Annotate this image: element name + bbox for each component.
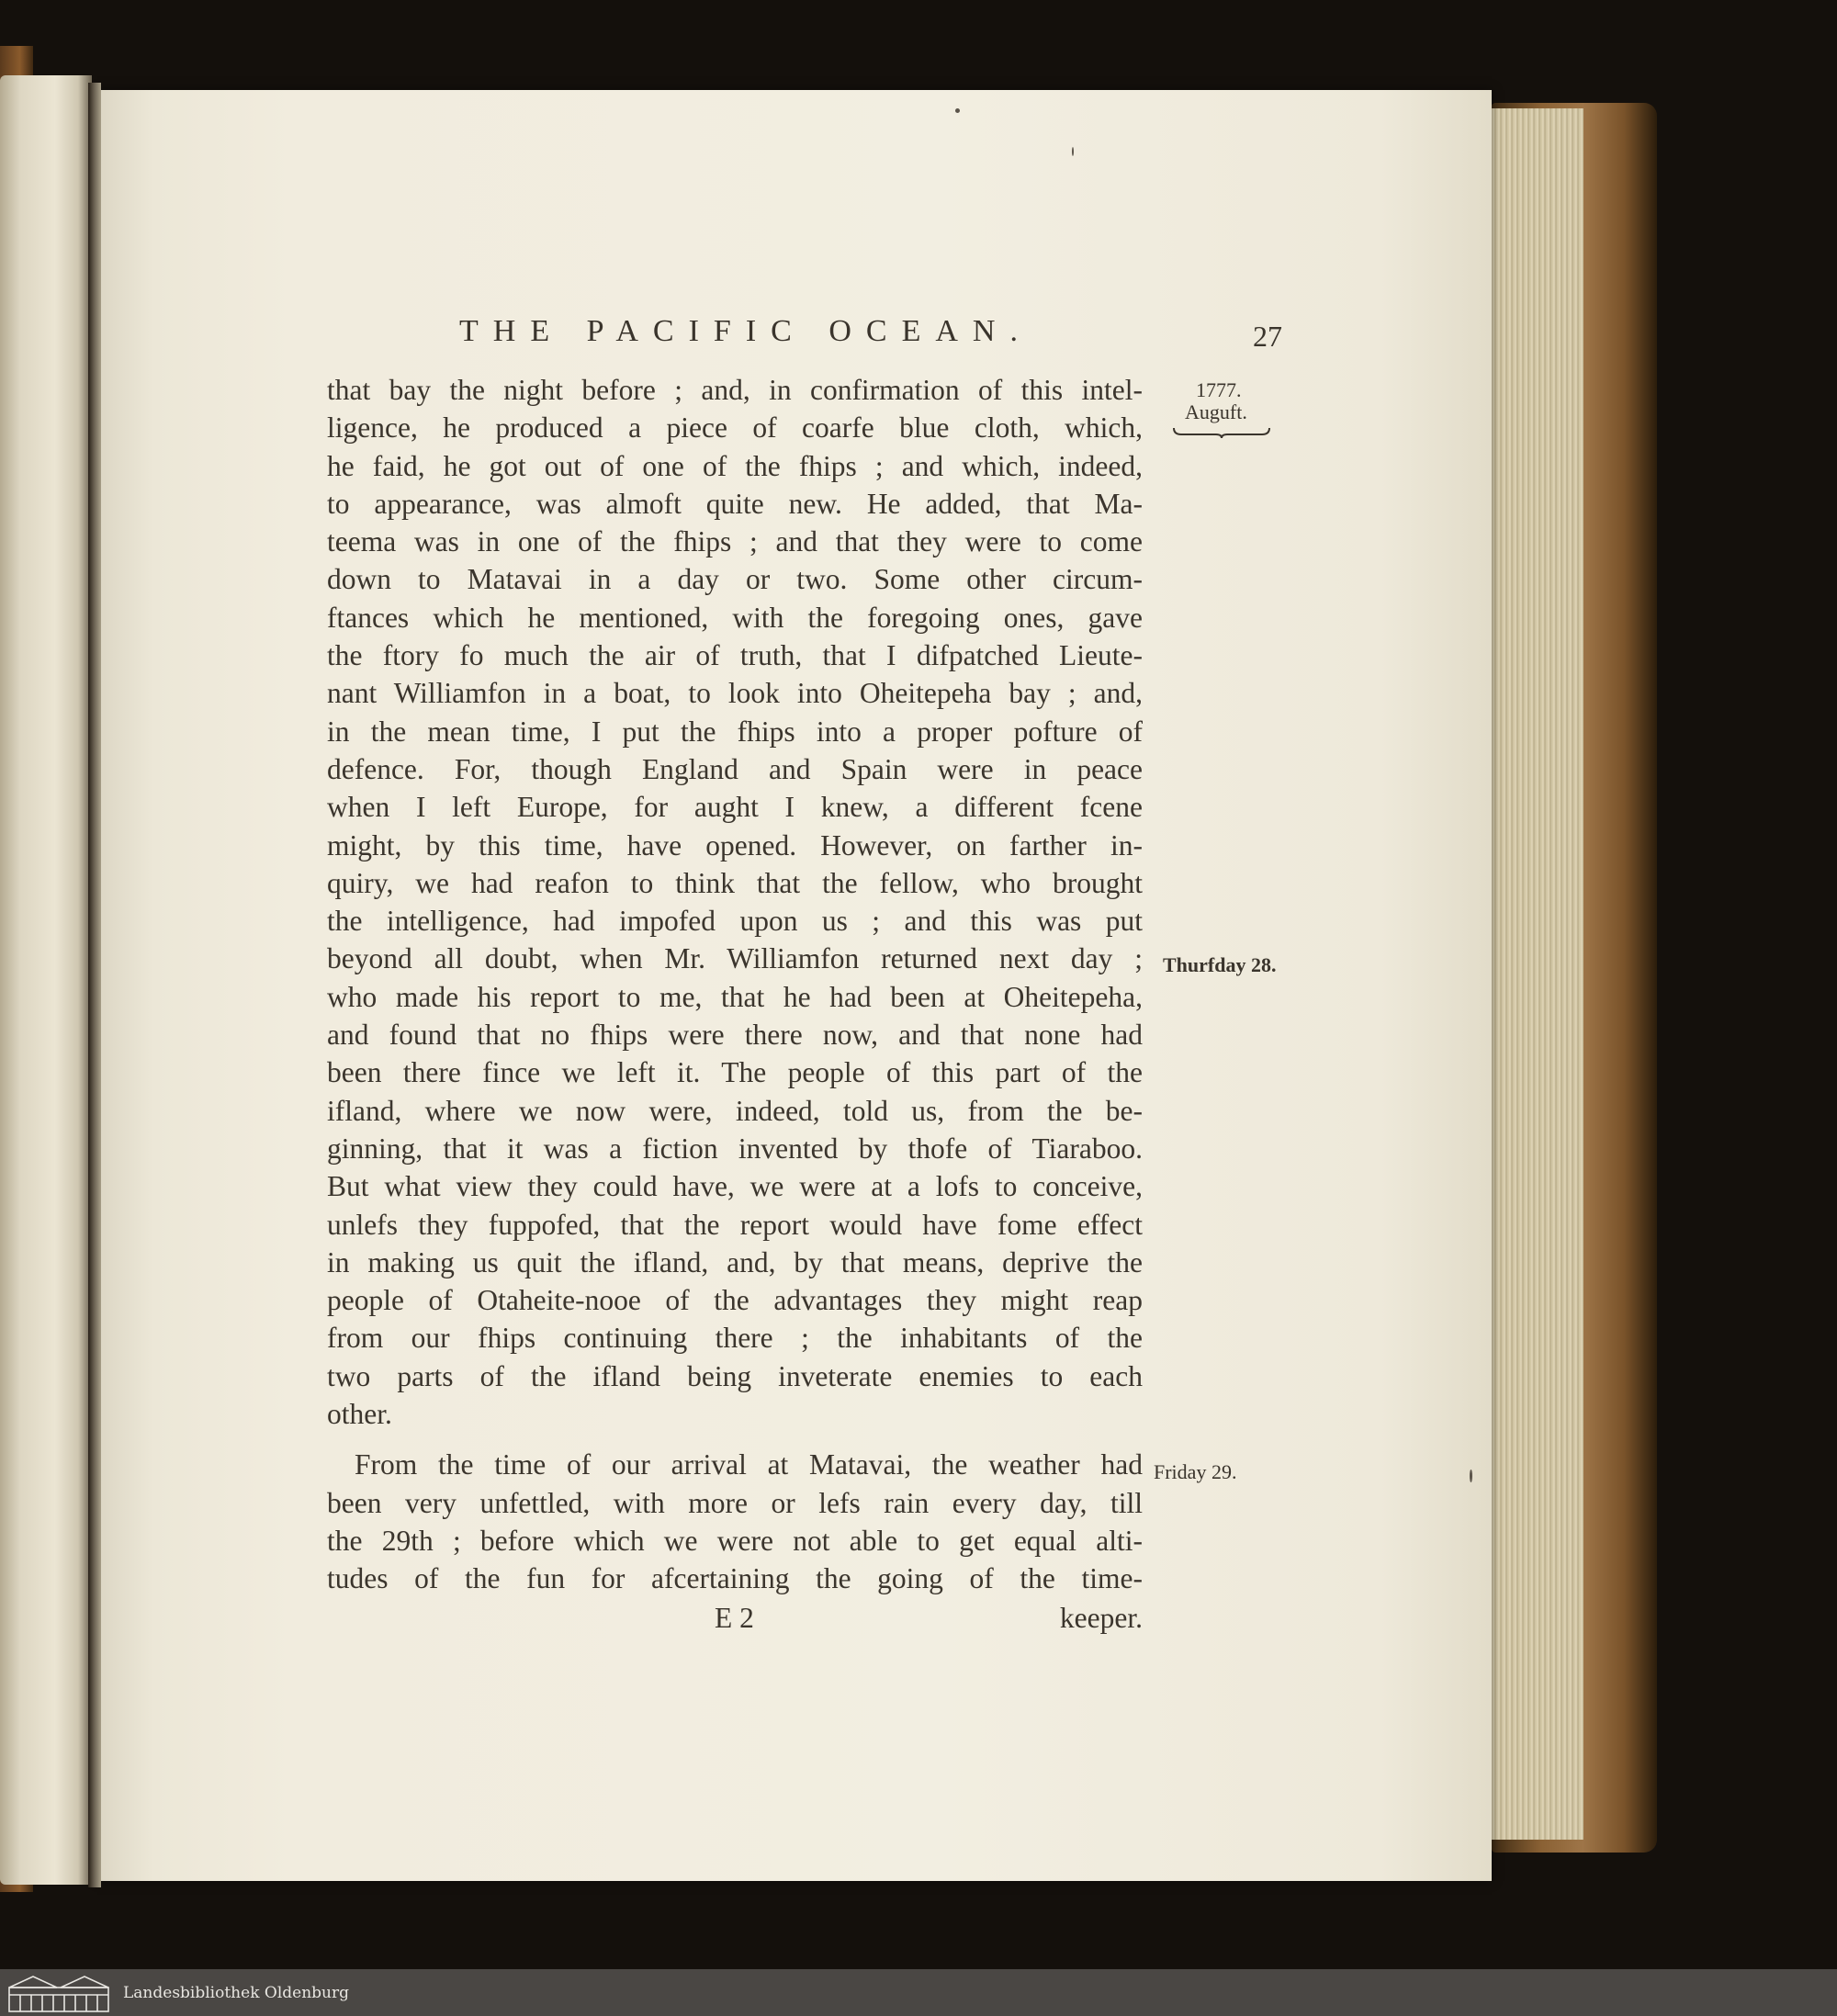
running-head: THE PACIFIC OCEAN. <box>459 314 1032 348</box>
text-line: might, by this time, have opened. However, on farther in- <box>327 828 1143 862</box>
library-footer-bar <box>0 1969 1837 2016</box>
text-line: when I left Europe, for aught I knew, a different fcene <box>327 791 1143 824</box>
previous-page-edge <box>0 75 92 1885</box>
margin-note-year: 1777. <box>1196 378 1242 401</box>
text-line: in the mean time, I put the fhips into a proper pofture of <box>327 715 1143 748</box>
text-line: beyond all doubt, when Mr. Williamfon returned next day ; <box>327 942 1143 975</box>
page-block-edge <box>1492 108 1583 1840</box>
text-line: But what view they could have, we were at a lofs to conceive, <box>327 1170 1143 1203</box>
margin-brace <box>1172 426 1271 439</box>
book-gutter <box>88 83 101 1887</box>
text-line: and found that no fhips were there now, and that none had <box>327 1019 1143 1052</box>
text-line: from our fhips continuing there ; the inhabitants of the <box>327 1322 1143 1355</box>
library-name: Landesbibliothek Oldenburg <box>123 1983 350 2002</box>
text-line: to appearance, was almoft quite new. He added, that Ma- <box>327 487 1143 520</box>
catchword: keeper. <box>1059 1602 1143 1634</box>
paper-speck <box>1470 1470 1472 1482</box>
text-line: defence. For, though England and Spain were in peace <box>327 752 1143 785</box>
text-line: been very unfettled, with more or lefs rain every day, till <box>327 1486 1143 1519</box>
margin-note-month: Auguft. <box>1185 400 1247 423</box>
text-line: people of Otaheite-nooe of the advantages they might reap <box>327 1284 1143 1317</box>
text-line: other. <box>327 1398 392 1431</box>
text-line: the intelligence, had impofed upon us ; and this was put <box>327 905 1143 938</box>
text-line: ftances which he mentioned, with the foregoing ones, gave <box>327 601 1143 634</box>
text-line: down to Matavai in a day or two. Some other circum- <box>327 563 1143 596</box>
page-foot <box>327 1602 1143 1639</box>
paper-speck <box>1072 147 1074 156</box>
body-text <box>327 371 1143 1598</box>
text-line: tudes of the fun for afcertaining the going of the time- <box>327 1562 1143 1595</box>
page-number: 27 <box>1253 320 1282 353</box>
text-line: two parts of the ifland being inveterate enemies to each <box>327 1359 1143 1392</box>
text-line: in making us quit the ifland, and, by that means, deprive the <box>327 1245 1143 1278</box>
signature-mark: E 2 <box>715 1602 754 1634</box>
margin-note-friday: Friday 29. <box>1154 1460 1237 1483</box>
paper-speck <box>955 108 960 113</box>
text-line: who made his report to me, that he had been at Oheitepeha, <box>327 980 1143 1013</box>
text-line: the 29th ; before which we were not able to get equal alti- <box>327 1524 1143 1557</box>
text-line: unlefs they fuppofed, that the report would have fome effect <box>327 1208 1143 1241</box>
paragraph-2 <box>327 1446 1143 1597</box>
library-building-icon <box>6 1973 114 2013</box>
text-line: From the time of our arrival at Matavai, the weather had <box>355 1448 1143 1481</box>
text-line: ginning, that it was a fiction invented by thofe of Tiaraboo. <box>327 1132 1143 1165</box>
text-line: ligence, he produced a piece of coarfe blue cloth, which, <box>327 411 1143 445</box>
paragraph-1 <box>327 371 1143 1433</box>
paragraph-gap <box>327 1433 1143 1446</box>
text-line: been there fince we left it. The people of this part of the <box>327 1056 1143 1089</box>
text-line: nant Williamfon in a boat, to look into Oheitepeha bay ; and, <box>327 677 1143 710</box>
text-line: that bay the night before ; and, in confirmation of this intel- <box>327 374 1143 406</box>
text-line: quiry, we had reafon to think that the fellow, who brought <box>327 866 1143 899</box>
text-line: teema was in one of the fhips ; and that they were to come <box>327 525 1143 558</box>
text-line: ifland, where we now were, indeed, told us, from the be- <box>327 1094 1143 1127</box>
text-line: he faid, he got out of one of the fhips ; and which, indeed, <box>327 449 1143 482</box>
margin-note-thursday: Thurfday 28. <box>1163 953 1277 976</box>
text-line: the ftory fo much the air of truth, that I difpatched Lieute- <box>327 639 1143 672</box>
